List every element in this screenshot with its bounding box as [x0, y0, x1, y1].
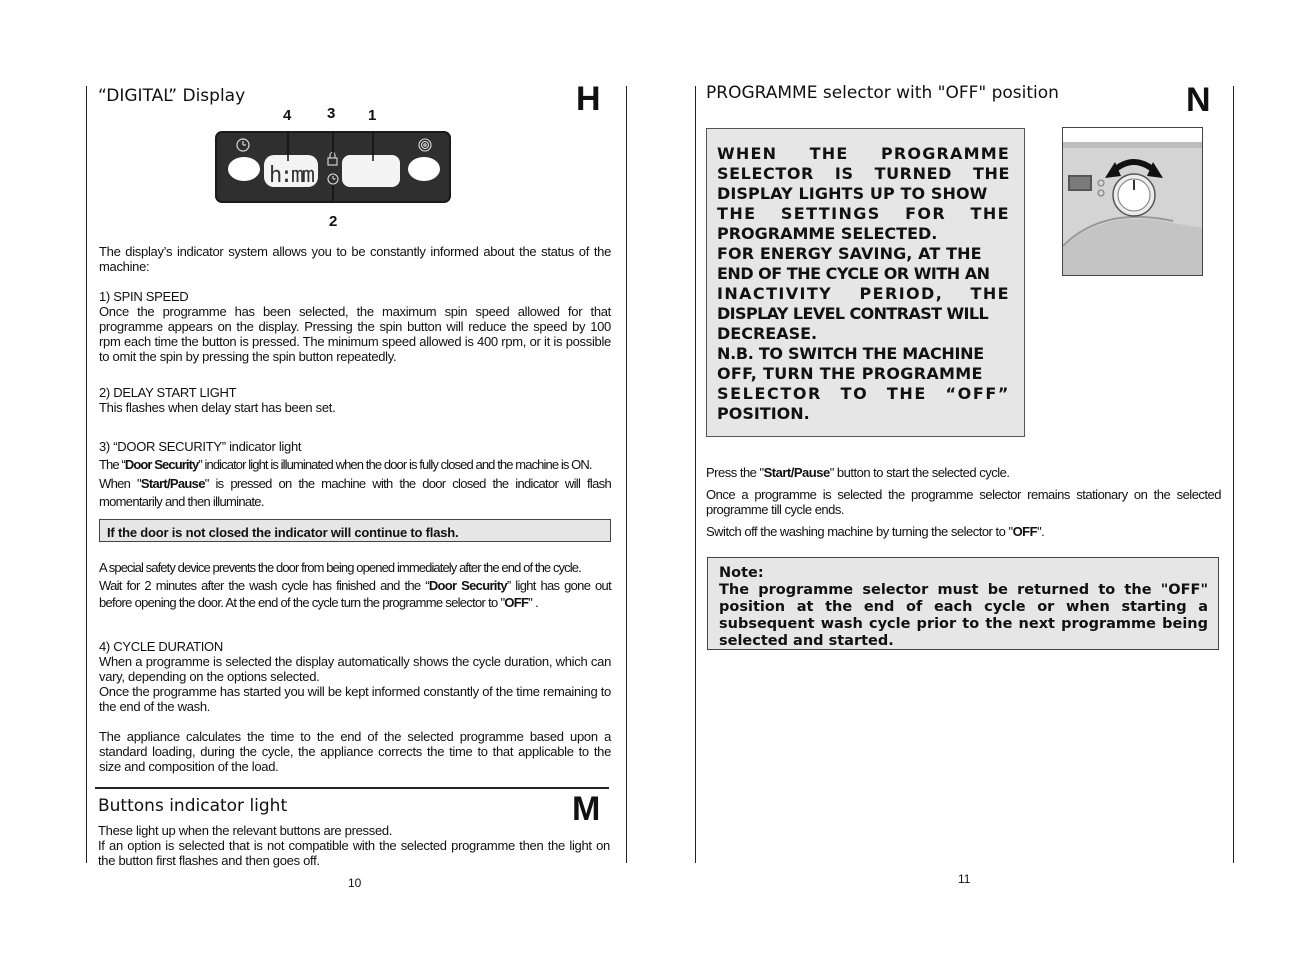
door-security-heading: 3) “DOOR SECURITY” indicator light	[99, 439, 302, 454]
spin-button	[408, 157, 440, 181]
callout-1: 1	[368, 107, 377, 124]
section-m-letter: M	[572, 790, 601, 828]
door-security-text-1: The “Door Security” indicator light is illuminated when the door is fully closed and the machine is ON.	[99, 457, 592, 472]
safety-device-block	[99, 559, 611, 611]
spin-display	[342, 155, 400, 187]
section-m-title: Buttons indicator light	[98, 796, 288, 816]
caps-line: WHEN THE PROGRAMME	[717, 144, 1010, 163]
cycle-duration-text-1: When a programme is selected the display automatically shows the cycle duration, which can vary, depending on the options selected.	[99, 654, 611, 684]
clock-icon	[328, 174, 338, 184]
caps-line: POSITION.	[717, 404, 810, 423]
display-panel-graphic	[217, 133, 449, 201]
caps-line: DISPLAY LEVEL CONTRAST WILL	[717, 304, 989, 323]
spin-icon	[419, 139, 431, 151]
callout-3: 3	[327, 105, 336, 122]
section-m-block	[98, 823, 610, 868]
programme-selector-warning-box	[706, 128, 1025, 437]
caps-line: THE SETTINGS FOR THE	[717, 204, 1010, 223]
caps-line: DECREASE.	[717, 324, 818, 343]
time-display-text: h:mm	[269, 163, 315, 188]
callout-2: 2	[329, 213, 338, 230]
right-page-left-rule	[695, 86, 696, 863]
cycle-duration-heading: 4) CYCLE DURATION	[99, 639, 223, 654]
delay-start-heading: 2) DELAY START LIGHT	[99, 385, 237, 400]
cycle-duration-text-2: Once the programme has started you will be kept informed constantly of the time remaining to the end of the wash.	[99, 684, 611, 714]
section-h-letter: H	[576, 80, 601, 118]
door-security-block	[99, 439, 611, 511]
caps-line: FOR ENERGY SAVING, AT THE	[717, 244, 982, 263]
caps-line: DISPLAY LIGHTS UP TO SHOW	[717, 184, 988, 203]
stationary-text: Once a programme is selected the programme selector remains stationary on the selected programme till cycle ends.	[706, 487, 1221, 517]
note-box	[707, 557, 1219, 650]
switch-off-text: Switch off the washing machine by turning the selector to "OFF".	[706, 524, 1045, 539]
cycle-duration-block	[99, 639, 611, 774]
section-m-text-2: If an option is selected that is not compatible with the selected programme then the light on the button first flashes and then goes off.	[98, 838, 610, 868]
cycle-duration-text-3: The appliance calculates the time to the end of the selected programme based upon a standard loading, during the cycle, the appliance corrects the time to that applicable to the size and composition of the load.	[99, 729, 611, 774]
delay-start-text: This flashes when delay start has been set.	[99, 400, 336, 415]
washing-machine-panel-graphic	[1063, 128, 1202, 275]
page-number-right: 11	[958, 872, 971, 886]
caps-line: END OF THE CYCLE OR WITH AN	[717, 264, 990, 283]
right-margin-rule	[1233, 86, 1234, 863]
caps-line: N.B. TO SWITCH THE MACHINE	[717, 344, 984, 363]
callout-4: 4	[283, 107, 292, 124]
programme-selector-illustration	[1062, 127, 1203, 276]
section-h-intro: The display’s indicator system allows you to be constantly informed about the status of the machine:	[99, 244, 611, 274]
delay-start-block	[99, 385, 611, 415]
section-h-title: “DIGITAL” Display	[98, 86, 246, 106]
spin-speed-block	[99, 289, 611, 364]
caps-line: PROGRAMME SELECTED.	[717, 224, 938, 243]
left-page-right-rule	[626, 86, 627, 863]
clock-icon	[237, 139, 249, 151]
note-text: The programme selector must be returned to the "OFF" position at the end of each cycle or when starting a subsequent wash cycle prior to the next programme being selected and started.	[719, 582, 1208, 649]
left-margin-rule	[86, 86, 87, 863]
safety-text-2: Wait for 2 minutes after the wash cycle has finished and the “Door Security” light has gone out before opening the door. At the end of the cycle turn the programme selector to "OFF" .	[99, 578, 611, 610]
delay-start-button	[228, 157, 260, 181]
section-n-letter: N	[1186, 81, 1211, 119]
section-n-title: PROGRAMME selector with "OFF" position	[706, 83, 1059, 103]
press-start-text: Press the "Start/Pause" button to start the selected cycle.	[706, 465, 1010, 480]
display-panel	[215, 131, 451, 203]
section-n-body	[706, 465, 1221, 539]
caps-line: INACTIVITY PERIOD, THE	[717, 284, 1010, 303]
section-m-text-1: These light up when the relevant buttons are pressed.	[98, 823, 393, 838]
caps-line: OFF, TURN THE PROGRAMME	[717, 364, 983, 383]
door-security-text-2: When "Start/Pause" is pressed on the machine with the door closed the indicator will flash momentarily and then illuminate.	[99, 476, 611, 509]
caps-line: SELECTOR TO THE “OFF”	[717, 384, 1010, 403]
section-m-rule	[95, 787, 609, 789]
spin-speed-text: Once the programme has been selected, the maximum spin speed allowed for that programme appears on the display. Pressing the spin button will reduce the speed by 100 rpm each time the button is pressed. The minimum speed allowed is 400 rpm, or it is possible to omit the spin by pressing the spin button repeatedly.	[99, 304, 611, 364]
caps-line: SELECTOR IS TURNED THE	[717, 164, 1010, 183]
spin-speed-heading: 1) SPIN SPEED	[99, 289, 189, 304]
door-warning-box: If the door is not closed the indicator will continue to flash.	[99, 519, 611, 542]
note-heading: Note:	[719, 565, 764, 581]
safety-text-1: A special safety device prevents the door from being opened immediately after the end of the cycle.	[99, 560, 581, 575]
page-number-left: 10	[348, 876, 362, 890]
